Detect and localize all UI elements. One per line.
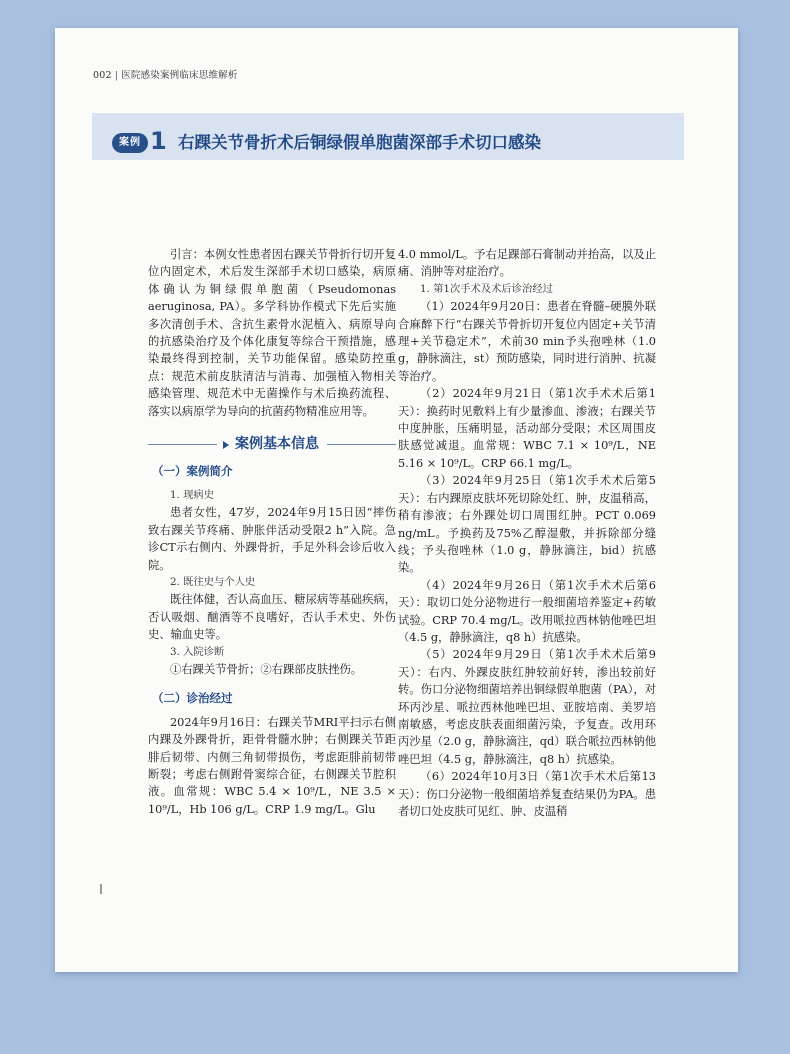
paragraph-item-1: （1）2024年9月20日：患者在脊髓–硬膜外联合麻醉下行“右踝关节骨折切开复位内固定+关节清理+关节稳定术”，术前30 min予头孢唑林（1.0 g，静脉滴注，st）预防感染，同时进行消肿、抗凝等治疗。: [398, 300, 656, 383]
paragraph-item-3: （3）2024年9月25日（第1次手术术后第5天）：右内踝原皮肤坏死切除处红、肿，皮温稍高，稍有渗液；右外踝处切口周围红肿。PCT 0.069 ng/mL。予换药及75%乙醇湿敷，并拆除部分缝线；予头孢唑林（1.0 g，静脉滴注，bid）抗感染。: [398, 474, 656, 575]
continued-paragraph: 4.0 mmol/L。予右足踝部石膏制动并抬高，以及止痛、消肿等对症治疗。: [398, 248, 656, 279]
header-separator: |: [114, 70, 119, 81]
left-column: [148, 246, 396, 818]
page-number: 002: [93, 70, 112, 81]
case-title: 右踝关节骨折术后铜绿假单胞菌深部手术切口感染: [178, 133, 541, 152]
subsection-title-case-intro: （一）案例简介: [152, 464, 233, 479]
item-text-present-illness: 患者女性，47岁，2024年9月15日因“摔伤致右踝关节疼痛、肿胀伴活动受限2 h”入院。急诊CT示右侧内、外踝骨折，手足外科会诊后收入院。: [148, 506, 396, 572]
paragraph-item-6: （6）2024年10月3日（第1次手术术后第13天）：伤口分泌物一般细菌培养复查结果仍为PA。患者切口处皮肤可见红、肿、皮温稍: [398, 770, 656, 818]
margin-mark: [100, 884, 102, 894]
item-label-history: 2. 既往史与个人史: [170, 575, 256, 588]
heading-rule-right: [327, 444, 396, 445]
section-title: 案例基本信息: [235, 436, 319, 453]
paragraph-item-4: （4）2024年9月26日（第1次手术术后第6天）：取切口处分泌物进行一般细菌培养鉴定+药敏试验。CRP 70.4 mg/L。改用哌拉西林钠他唑巴坦（4.5 g，静脉滴注，q8 h）抗感染。: [398, 578, 656, 644]
case-number: 1: [150, 127, 167, 155]
heading-first-surgery: 1. 第1次手术及术后诊治经过: [420, 282, 553, 295]
case-badge: 案例: [112, 133, 148, 153]
heading-arrow-icon: [223, 441, 229, 449]
subsection-title-treatment: （二）诊治经过: [152, 691, 233, 706]
section-heading: [148, 436, 396, 453]
right-column: [398, 246, 656, 820]
paragraph-item-2: （2）2024年9月21日（第1次手术术后第1天）：换药时见敷料上有少量渗血、渗液；右踝关节中度肿胀，压痛明显，活动部分受限；术区周围皮肤感觉减退。血常规：WBC 7.1 × 10⁹/L，NE 5.16 × 10⁹/L。CRP 66.1 mg/L。: [398, 387, 656, 470]
item-label-present-illness: 1. 现病史: [170, 488, 214, 501]
item-text-history: 既往体健，否认高血压、糖尿病等基础疾病，否认吸烟、酗酒等不良嗜好，否认手术史、外伤史、输血史等。: [148, 593, 396, 642]
paragraph-item-5: （5）2024年9月29日（第1次手术术后第9天）：右内、外踝皮肤红肿较前好转，渗出较前好转。伤口分泌物细菌培养出铜绿假单胞菌（PA），对环丙沙星、哌拉西林他唑巴坦、亚胺培南、美罗培南敏感，考虑皮肤表面细菌污染，予复查。改用环丙沙星（2.0 g，静脉滴注，qd）联合哌拉西林钠他唑巴坦（4.5 g，静脉滴注，q8 h）抗感染。: [398, 648, 656, 766]
paragraph-0916: 2024年9月16日：右踝关节MRI平扫示右侧内踝及外踝骨折，距骨骨髓水肿；右侧踝关节距腓后韧带、内侧三角韧带损伤，考虑距腓前韧带断裂；考虑右侧跗骨窦综合征，右侧踝关节腔积液。血常规：WBC 5.4 × 10⁹/L，NE 3.5 × 10⁹/L，Hb 106 g/L。CRP 1.9 mg/L。Glu: [148, 715, 396, 816]
running-header: [93, 67, 238, 81]
item-text-diagnosis: ①右踝关节骨折；②右踝部皮肤挫伤。: [170, 662, 363, 676]
heading-rule-left: [148, 444, 217, 445]
intro-paragraph: 引言：本例女性患者因右踝关节骨折行切开复位内固定术，术后发生深部手术切口感染，病原体确认为铜绿假单胞菌（Pseudomonas aeruginosa, PA）。多学科协作模式下先后实施多次清创手术、含抗生素骨水泥植入、病原导向的抗感染治疗及个体化康复等综合干预措施，感染最终得到控制，关节功能保留。感染防控重点：规范术前皮肤清洁与消毒、加强植入物相关感染管理、规范术中无菌操作与术后换药流程、落实以病原学为导向的抗菌药物精准应用等。: [148, 248, 396, 418]
book-title: 医院感染案例临床思维解析: [121, 70, 238, 81]
item-label-diagnosis: 3. 入院诊断: [170, 645, 225, 658]
